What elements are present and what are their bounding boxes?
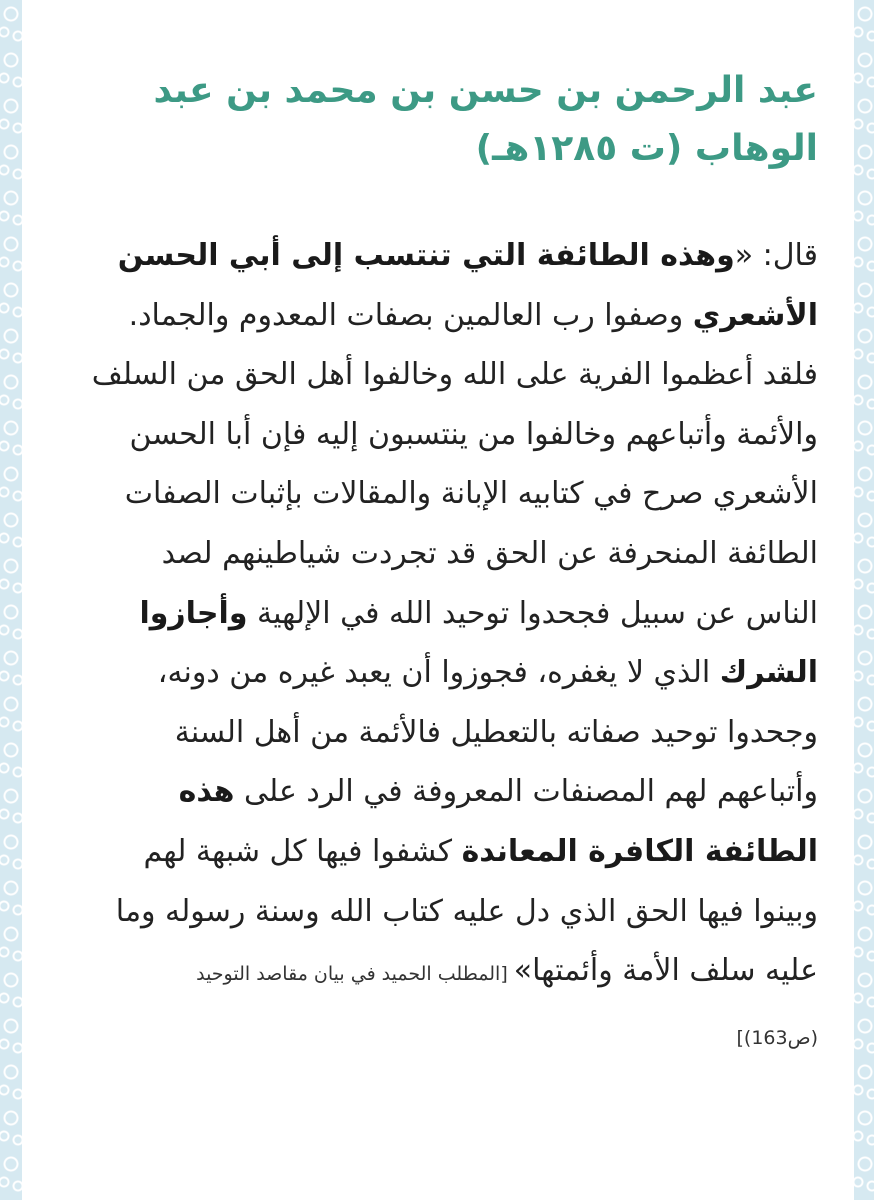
content-panel <box>22 0 854 1200</box>
quote-part-2: الذي لا يغفره، فجوزوا أن يعبد غيره من دونه، وجحدوا توحيد صفاته بالتعطيل فالأئمة من أهل السنة وأتباعهم لهم المصنفات المعروفة في الرد على <box>157 655 818 810</box>
document-content <box>82 62 818 1049</box>
citation-source: [المطلب الحميد في بيان مقاصد التوحيد <box>196 963 514 986</box>
decorative-border-right <box>854 0 874 1200</box>
quote-bold-1: وهذه الطائفة التي تنتسب إلى أبي الحسن الأشعري <box>117 238 818 333</box>
page-title: عبد الرحمن بن حسن بن محمد بن عبد الوهاب (ت ١٢٨٥هـ) <box>153 70 818 169</box>
quote-bold-2: وأجازوا الشرك <box>139 595 818 691</box>
quote-paragraph <box>82 226 818 1005</box>
page-reference: (ص163)] <box>736 1026 818 1049</box>
quote-bold-3: هذه الطائفة الكافرة المعاندة <box>178 774 818 869</box>
quote-part-1: وصفوا رب العالمين بصفات المعدوم والجماد. فلقد أعظموا الفرية على الله وخالفوا أهل الحق من السلف والأئمة وأتباعهم وخالفوا من ينتسبون إليه فإن أبا الحسن الأشعري صرح في كتابيه الإبانة والمقالات بإثبات الصفات الطائفة المنحرفة عن الحق قد تجردت شياطينهم لصد الناس عن سبيل فجحدوا توحيد الله في الإلهية <box>91 297 818 631</box>
quote-intro: قال: « <box>734 238 818 273</box>
quote-part-3: كشفوا فيها كل شبهة لهم وبينوا فيها الحق الذي دل عليه كتاب الله وسنة رسوله وما عليه سلف الأمة وأئمتها» <box>115 833 818 989</box>
decorative-border-left <box>0 0 22 1200</box>
